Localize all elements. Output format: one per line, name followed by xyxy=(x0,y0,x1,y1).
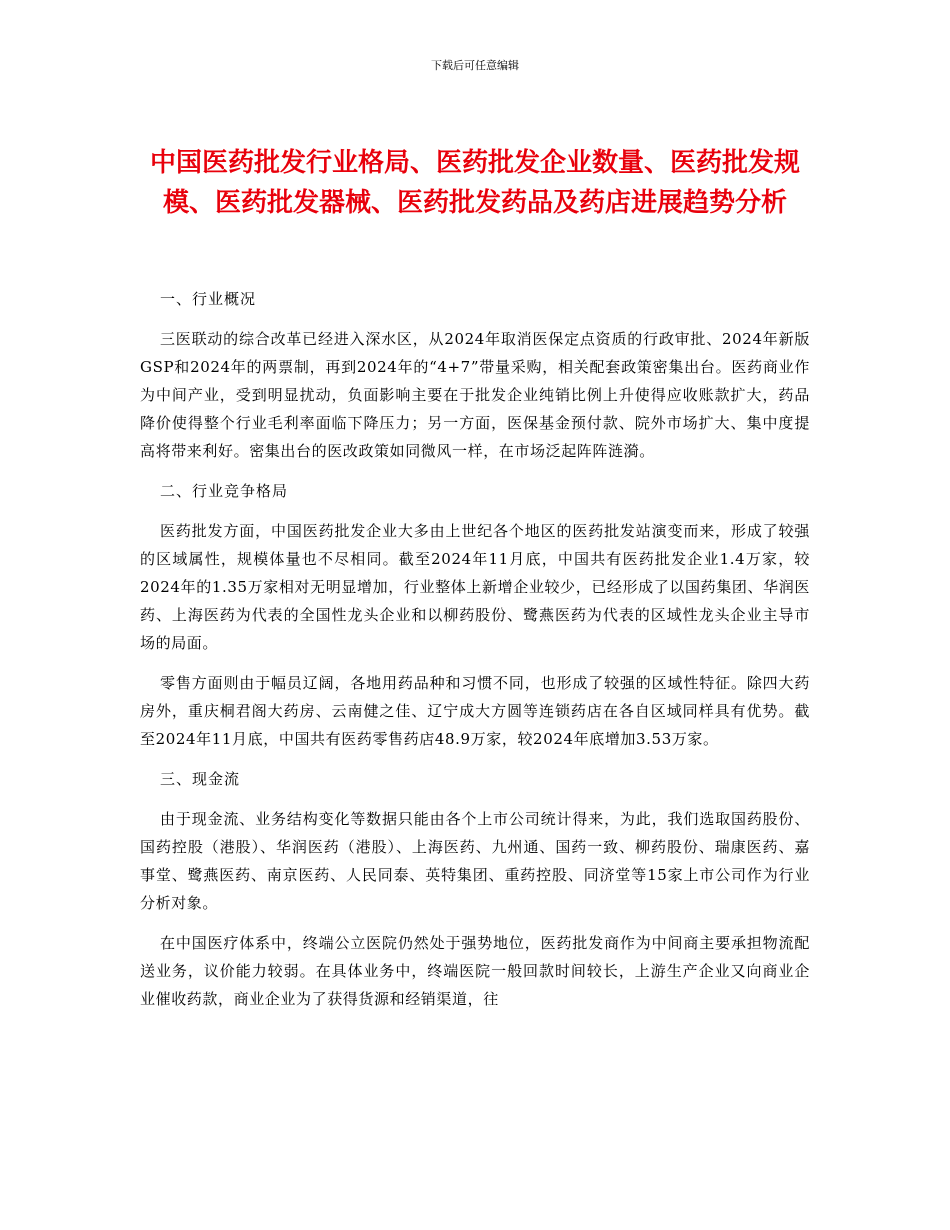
paragraph: 零售方面则由于幅员辽阔，各地用药品种和习惯不同，也形成了较强的区域性特征。除四大药房外，重庆桐君阁大药房、云南健之佳、辽宁成大方圆等连锁药店在各自区域同样具有优势。截至2024年11月底，中国共有医药零售药店48.9万家，较2024年底增加3.53万家。 xyxy=(140,674,810,748)
paragraph: 三医联动的综合改革已经进入深水区，从2024年取消医保定点资质的行政审批、2024年新版GSP和2024年的两票制，再到2024年的“4+7”带量采购，相关配套政策密集出台。医药商业作为中间产业，受到明显扰动，负面影响主要在于批发企业纯销比例上升使得应收账款扩大，药品降价使得整个行业毛利率面临下降压力；另一方面，医保基金预付款、院外市场扩大、集中度提高将带来利好。密集出台的医改政策如同微风一样，在市场泛起阵阵涟漪。 xyxy=(140,330,810,460)
section-heading-competition: 二、行业竞争格局 xyxy=(160,482,289,500)
paragraph: 在中国医疗体系中，终端公立医院仍然处于强势地位，医药批发商作为中间商主要承担物流配送业务，议价能力较弱。在具体业务中，终端医院一般回款时间较长，上游生产企业又向商业企业催收药款，商业企业为了获得货源和经销渠道，往 xyxy=(140,934,810,1008)
paragraph: 由于现金流、业务结构变化等数据只能由各个上市公司统计得来，为此，我们选取国药股份、国药控股（港股）、华润医药（港股）、上海医药、九州通、国药一致、柳药股份、瑞康医药、嘉事堂、鹭燕医药、南京医药、人民同泰、英特集团、重药控股、同济堂等15家上市公司作为行业分析对象。 xyxy=(140,810,810,912)
section-heading-overview: 一、行业概况 xyxy=(160,290,257,308)
paragraph: 医药批发方面，中国医药批发企业大多由上世纪各个地区的医药批发站演变而来，形成了较强的区域属性，规模体量也不尽相同。截至2024年11月底，中国共有医药批发企业1.4万家，较2024年的1.35万家相对无明显增加，行业整体上新增企业较少，已经形成了以国药集团、华润医药、上海医药为代表的全国性龙头企业和以柳药股份、鹭燕医药为代表的区域性龙头企业主导市场的局面。 xyxy=(140,522,810,652)
document-body xyxy=(140,285,810,1025)
document-title: 中国医药批发行业格局、医药批发企业数量、医药批发规模、医药批发器械、医药批发药品及药店进展趋势分析 xyxy=(150,148,801,218)
section-heading-cashflow: 三、现金流 xyxy=(160,770,241,788)
header-note: 下载后可任意编辑 xyxy=(431,59,519,72)
